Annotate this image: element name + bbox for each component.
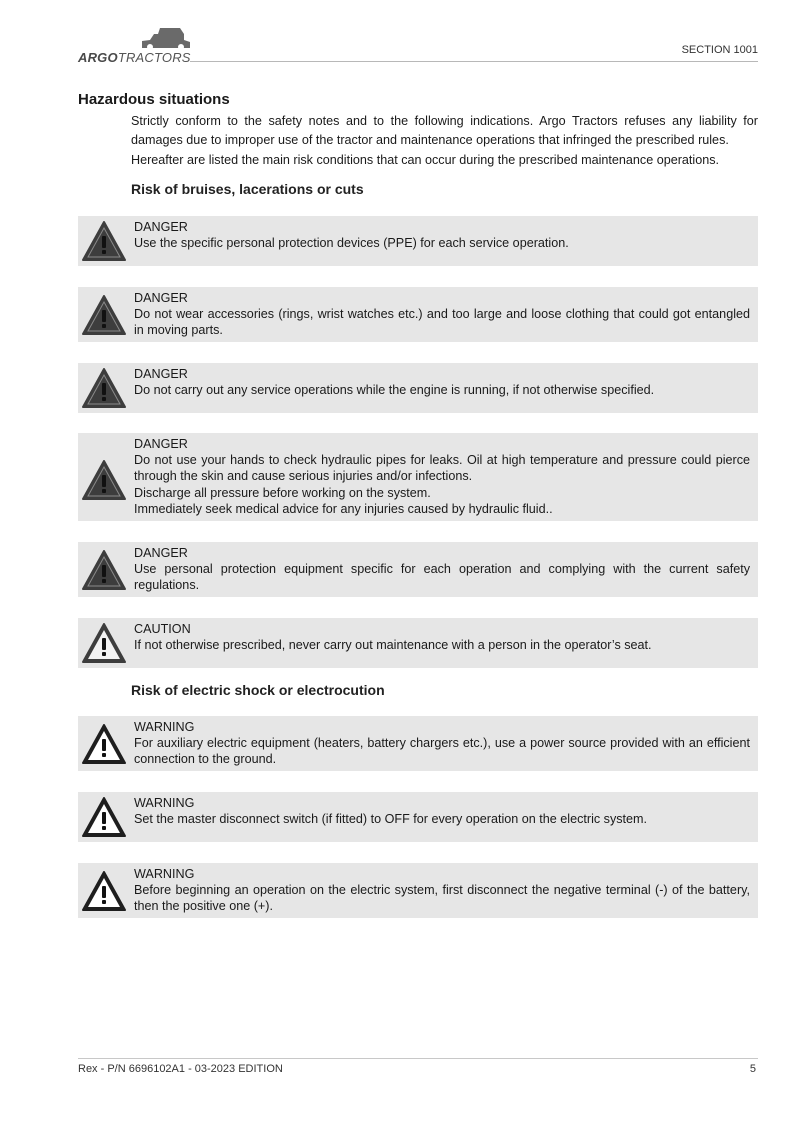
notice-level: DANGER: [134, 546, 188, 560]
danger-triangle-icon: [81, 549, 127, 591]
page-title: Hazardous situations: [78, 91, 230, 108]
footer-edition: Rex - P/N 6696102A1 - 03-2023 EDITION: [78, 1063, 283, 1075]
notice-text: Discharge all pressure before working on the system.: [134, 485, 431, 500]
subheading-cuts: Risk of bruises, lacerations or cuts: [131, 181, 364, 197]
danger-triangle-icon: [81, 367, 127, 409]
brand-light: TRACTORS: [117, 50, 191, 65]
notice-level: CAUTION: [134, 622, 191, 636]
footer-divider: [78, 1058, 758, 1059]
intro-paragraph: Hereafter are listed the main risk conditions that can occur during the prescribed maintenance operations.: [131, 152, 720, 167]
notice-text: If not otherwise prescribed, never carry out maintenance with a person in the operator’s seat.: [134, 638, 652, 653]
section-label: SECTION 1001: [681, 44, 758, 56]
header-divider: [190, 61, 758, 62]
notice-level: DANGER: [134, 367, 188, 381]
page-number: 5: [749, 1063, 756, 1075]
notice-text: Do not carry out any service operations while the engine is running, if not otherwise specified.: [134, 383, 655, 398]
notice-box: [78, 287, 758, 342]
notice-box: [78, 363, 758, 413]
notice-text: Before beginning an operation on the electric system, first disconnect the negative terminal (-) of the battery, then the positive one (+).: [134, 883, 750, 914]
notice-text: Use personal protection equipment specific for each operation and complying with the current safety regulations.: [134, 562, 750, 593]
notice-text: Do not use your hands to check hydraulic pipes for leaks. Oil at high temperature and pressure could pierce through the skin and cause serious injuries and/or infections.: [134, 453, 750, 484]
notice-level: WARNING: [134, 796, 195, 810]
notice-text: Use the specific personal protection devices (PPE) for each service operation.: [134, 236, 569, 251]
warning-triangle-icon: [81, 723, 127, 765]
notice-box: [78, 792, 758, 842]
brand-wordmark: [78, 50, 191, 65]
danger-triangle-icon: [81, 220, 127, 262]
notice-box: [78, 433, 758, 521]
argo-tractors-logo: [78, 26, 198, 66]
notice-text: Set the master disconnect switch (if fitted) to OFF for every operation on the electric system.: [134, 812, 648, 827]
notice-box: [78, 216, 758, 266]
notice-box: [78, 618, 758, 668]
notice-level: DANGER: [134, 291, 188, 305]
caution-triangle-icon: [81, 622, 127, 664]
notice-box: [78, 716, 758, 771]
notice-level: DANGER: [134, 437, 188, 451]
intro-paragraph: Strictly conform to the safety notes and to the following indications. Argo Tractors refuses any liability for damages due to improper use of the tractor and maintenance operations that infringed the prescribed rules.: [131, 114, 758, 147]
tractor-silhouette-icon: [136, 26, 196, 50]
notice-text: Immediately seek medical advice for any injuries caused by hydraulic fluid..: [134, 501, 553, 516]
brand-bold: ARGO: [78, 50, 118, 65]
notice-text: For auxiliary electric equipment (heaters, battery chargers etc.), use a power source provided with an efficient connection to the ground.: [134, 736, 750, 767]
notice-level: WARNING: [134, 720, 195, 734]
notice-level: WARNING: [134, 867, 195, 881]
notice-box: [78, 863, 758, 918]
warning-triangle-icon: [81, 796, 127, 838]
danger-triangle-icon: [81, 459, 127, 501]
notice-level: DANGER: [134, 220, 188, 234]
warning-triangle-icon: [81, 870, 127, 912]
intro-text: [131, 112, 758, 171]
notice-box: [78, 542, 758, 597]
subheading-electric: Risk of electric shock or electrocution: [131, 682, 385, 698]
danger-triangle-icon: [81, 294, 127, 336]
notice-text: Do not wear accessories (rings, wrist watches etc.) and too large and loose clothing that could got entangled in moving parts.: [134, 307, 750, 338]
